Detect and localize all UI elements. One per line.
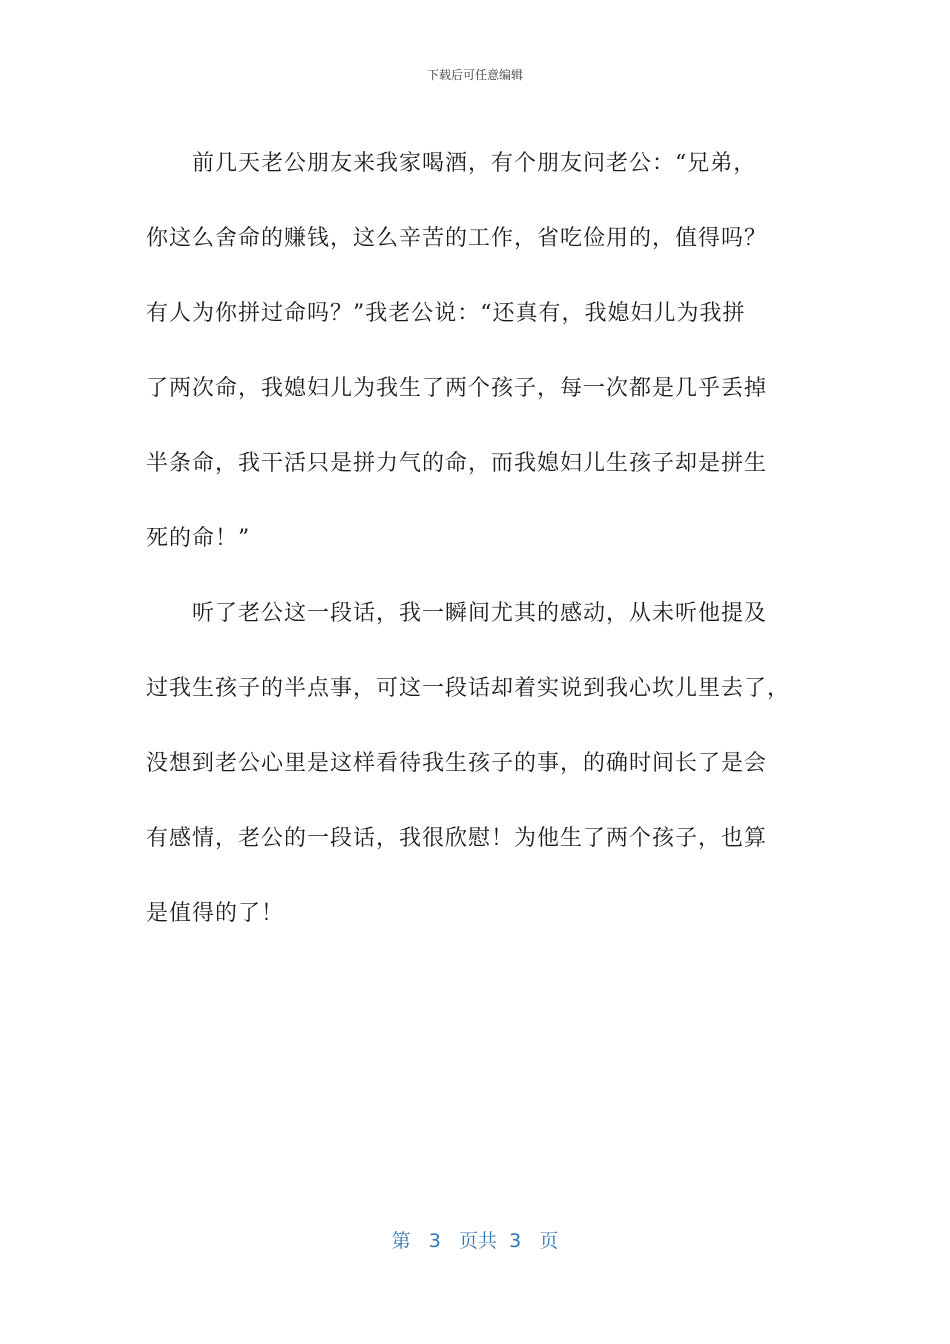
paragraph-line: 你这么舍命的赚钱，这么辛苦的工作，省吃俭用的，值得吗？ (146, 226, 768, 251)
paragraph-line: 死的命！” (146, 526, 251, 551)
footer-prefix: 第 (391, 1230, 411, 1252)
document-body (146, 126, 826, 951)
paragraph-line: 是值得的了！ (146, 901, 285, 926)
paragraph-2 (146, 576, 826, 951)
page-footer (0, 1226, 950, 1253)
footer-suffix: 页 (539, 1230, 559, 1252)
paragraph-line: 前几天老公朋友来我家喝酒，有个朋友问老公：“兄弟， (192, 151, 757, 176)
paragraph-line: 有感情，老公的一段话，我很欣慰！为他生了两个孩子，也算 (146, 826, 768, 851)
footer-page-total: 3 (509, 1230, 522, 1252)
paragraph-line: 听了老公这一段话，我一瞬间尤其的感动，从未听他提及 (192, 601, 768, 626)
paragraph-line: 了两次命，我媳妇儿为我生了两个孩子，每一次都是几乎丢掉 (146, 376, 768, 401)
paragraph-line: 有人为你拼过命吗？”我老公说：“还真有，我媳妇儿为我拼 (146, 301, 746, 326)
page-header: 下载后可任意编辑 (426, 68, 523, 82)
paragraph-line: 过我生孩子的半点事，可这一段话却着实说到我心坎儿里去了， (146, 676, 791, 701)
footer-middle: 页共 (459, 1230, 498, 1252)
paragraph-line: 没想到老公心里是这样看待我生孩子的事，的确时间长了是会 (146, 751, 768, 776)
footer-page-number: 3 (428, 1230, 441, 1252)
paragraph-1 (146, 126, 826, 576)
paragraph-line: 半条命，我干活只是拼力气的命，而我媳妇儿生孩子却是拼生 (146, 451, 768, 476)
